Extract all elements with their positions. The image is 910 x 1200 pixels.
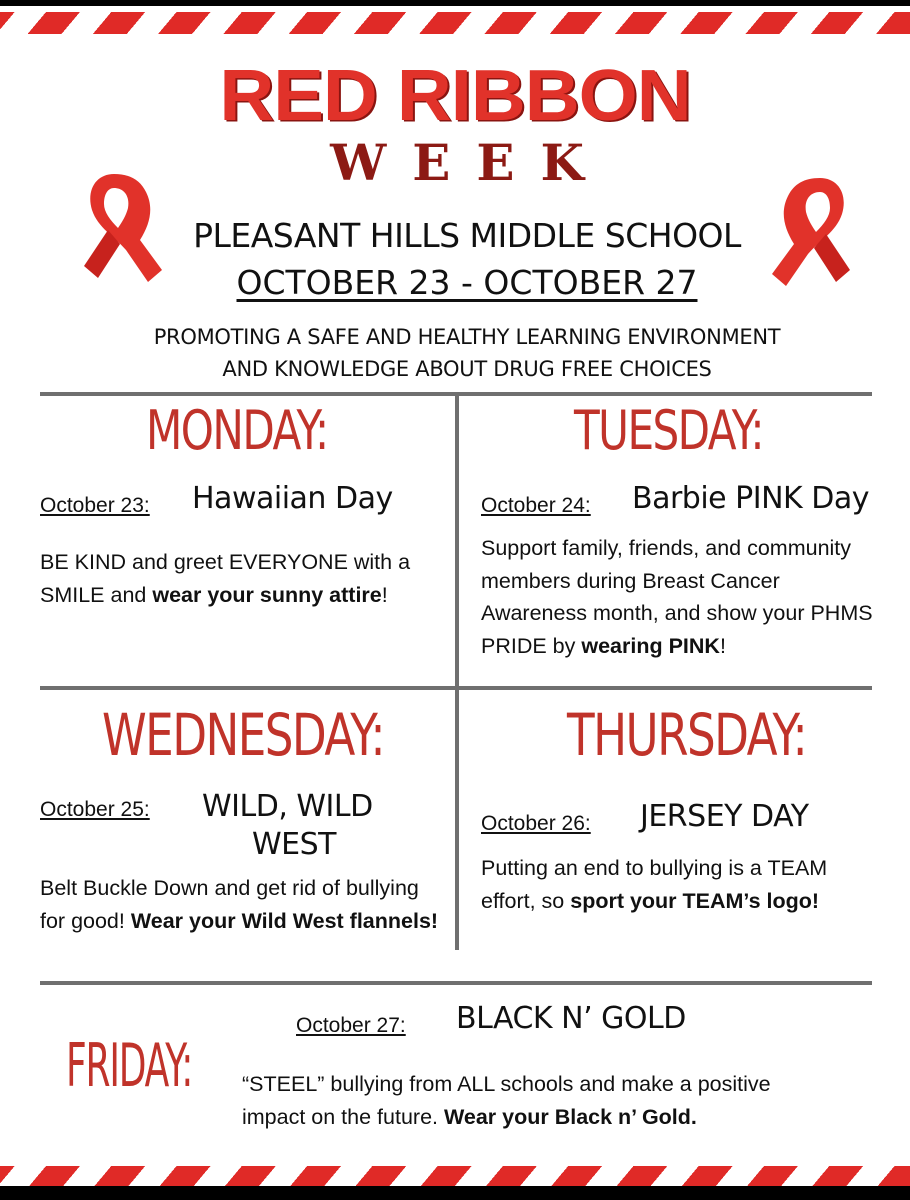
event-dates: OCTOBER 23 - OCTOBER 27 [236, 263, 698, 302]
tuesday-description [481, 532, 881, 662]
friday-text-line-2 [242, 1101, 882, 1134]
friday-heading: FRIDAY: [66, 1031, 193, 1101]
wednesday-text: Belt Buckle Down and get rid of bullying for good! [40, 876, 419, 933]
tuesday-text: Support family, friends, and community members during Breast Cancer Awareness month, and show your PHMS PRIDE by [481, 536, 873, 658]
friday-theme: BLACK N’ GOLD [456, 1001, 686, 1036]
bottom-stripe-border [0, 1166, 910, 1186]
wednesday-date: October 25: [40, 798, 150, 821]
thursday-bold-text: sport your TEAM’s logo! [570, 888, 820, 913]
wednesday-description [40, 872, 440, 937]
thursday-theme: JERSEY DAY [640, 799, 809, 834]
monday-date: October 23: [40, 494, 150, 517]
divider-bottom [40, 981, 872, 985]
monday-text-end: ! [381, 582, 388, 607]
tuesday-theme: Barbie PINK Day [632, 481, 869, 516]
title-week: WEEK [330, 133, 610, 192]
divider-vertical [455, 392, 459, 950]
monday-description [40, 546, 445, 611]
tuesday-heading: TUESDAY: [574, 399, 763, 462]
divider-middle [40, 686, 872, 690]
tuesday-bold-text: wearing PINK [581, 633, 720, 658]
friday-text-line-1: “STEEL” bullying from ALL schools and make a positive [242, 1072, 771, 1096]
school-name: PLEASANT HILLS MIDDLE SCHOOL [193, 216, 741, 255]
wednesday-bold-text: Wear your Wild West flannels! [130, 908, 439, 933]
thursday-date: October 26: [481, 812, 591, 835]
friday-date: October 27: [296, 1014, 406, 1037]
monday-theme: Hawaiian Day [192, 481, 393, 516]
flyer [0, 6, 910, 1186]
monday-bold-text: wear your sunny attire [152, 582, 382, 607]
wednesday-heading: WEDNESDAY: [102, 701, 385, 769]
tuesday-text-end: ! [719, 633, 726, 658]
mission-line-1: PROMOTING A SAFE AND HEALTHY LEARNING ENVIRONMENT [153, 325, 781, 349]
title-red-ribbon: RED RIBBON [219, 55, 691, 136]
thursday-heading: THURSDAY: [567, 701, 807, 769]
mission-line-2: AND KNOWLEDGE ABOUT DRUG FREE CHOICES [222, 357, 712, 381]
thursday-description [481, 852, 881, 917]
wednesday-theme-line-2: WEST [252, 827, 336, 862]
top-stripe-border [0, 12, 910, 34]
friday-bold-text: Wear your Black n’ Gold. [443, 1104, 697, 1129]
friday-description [242, 1068, 882, 1133]
thursday-text: Putting an end to bullying is a TEAM effort, so [481, 856, 828, 913]
mission-statement [0, 321, 910, 385]
friday-text-line-2-start: impact on the future. [242, 1104, 444, 1129]
monday-text: BE KIND and greet EVERYONE with a SMILE and [40, 550, 411, 607]
wednesday-theme-line-1: WILD, WILD [202, 789, 373, 824]
monday-heading: MONDAY: [146, 399, 328, 462]
tuesday-date: October 24: [481, 494, 591, 517]
